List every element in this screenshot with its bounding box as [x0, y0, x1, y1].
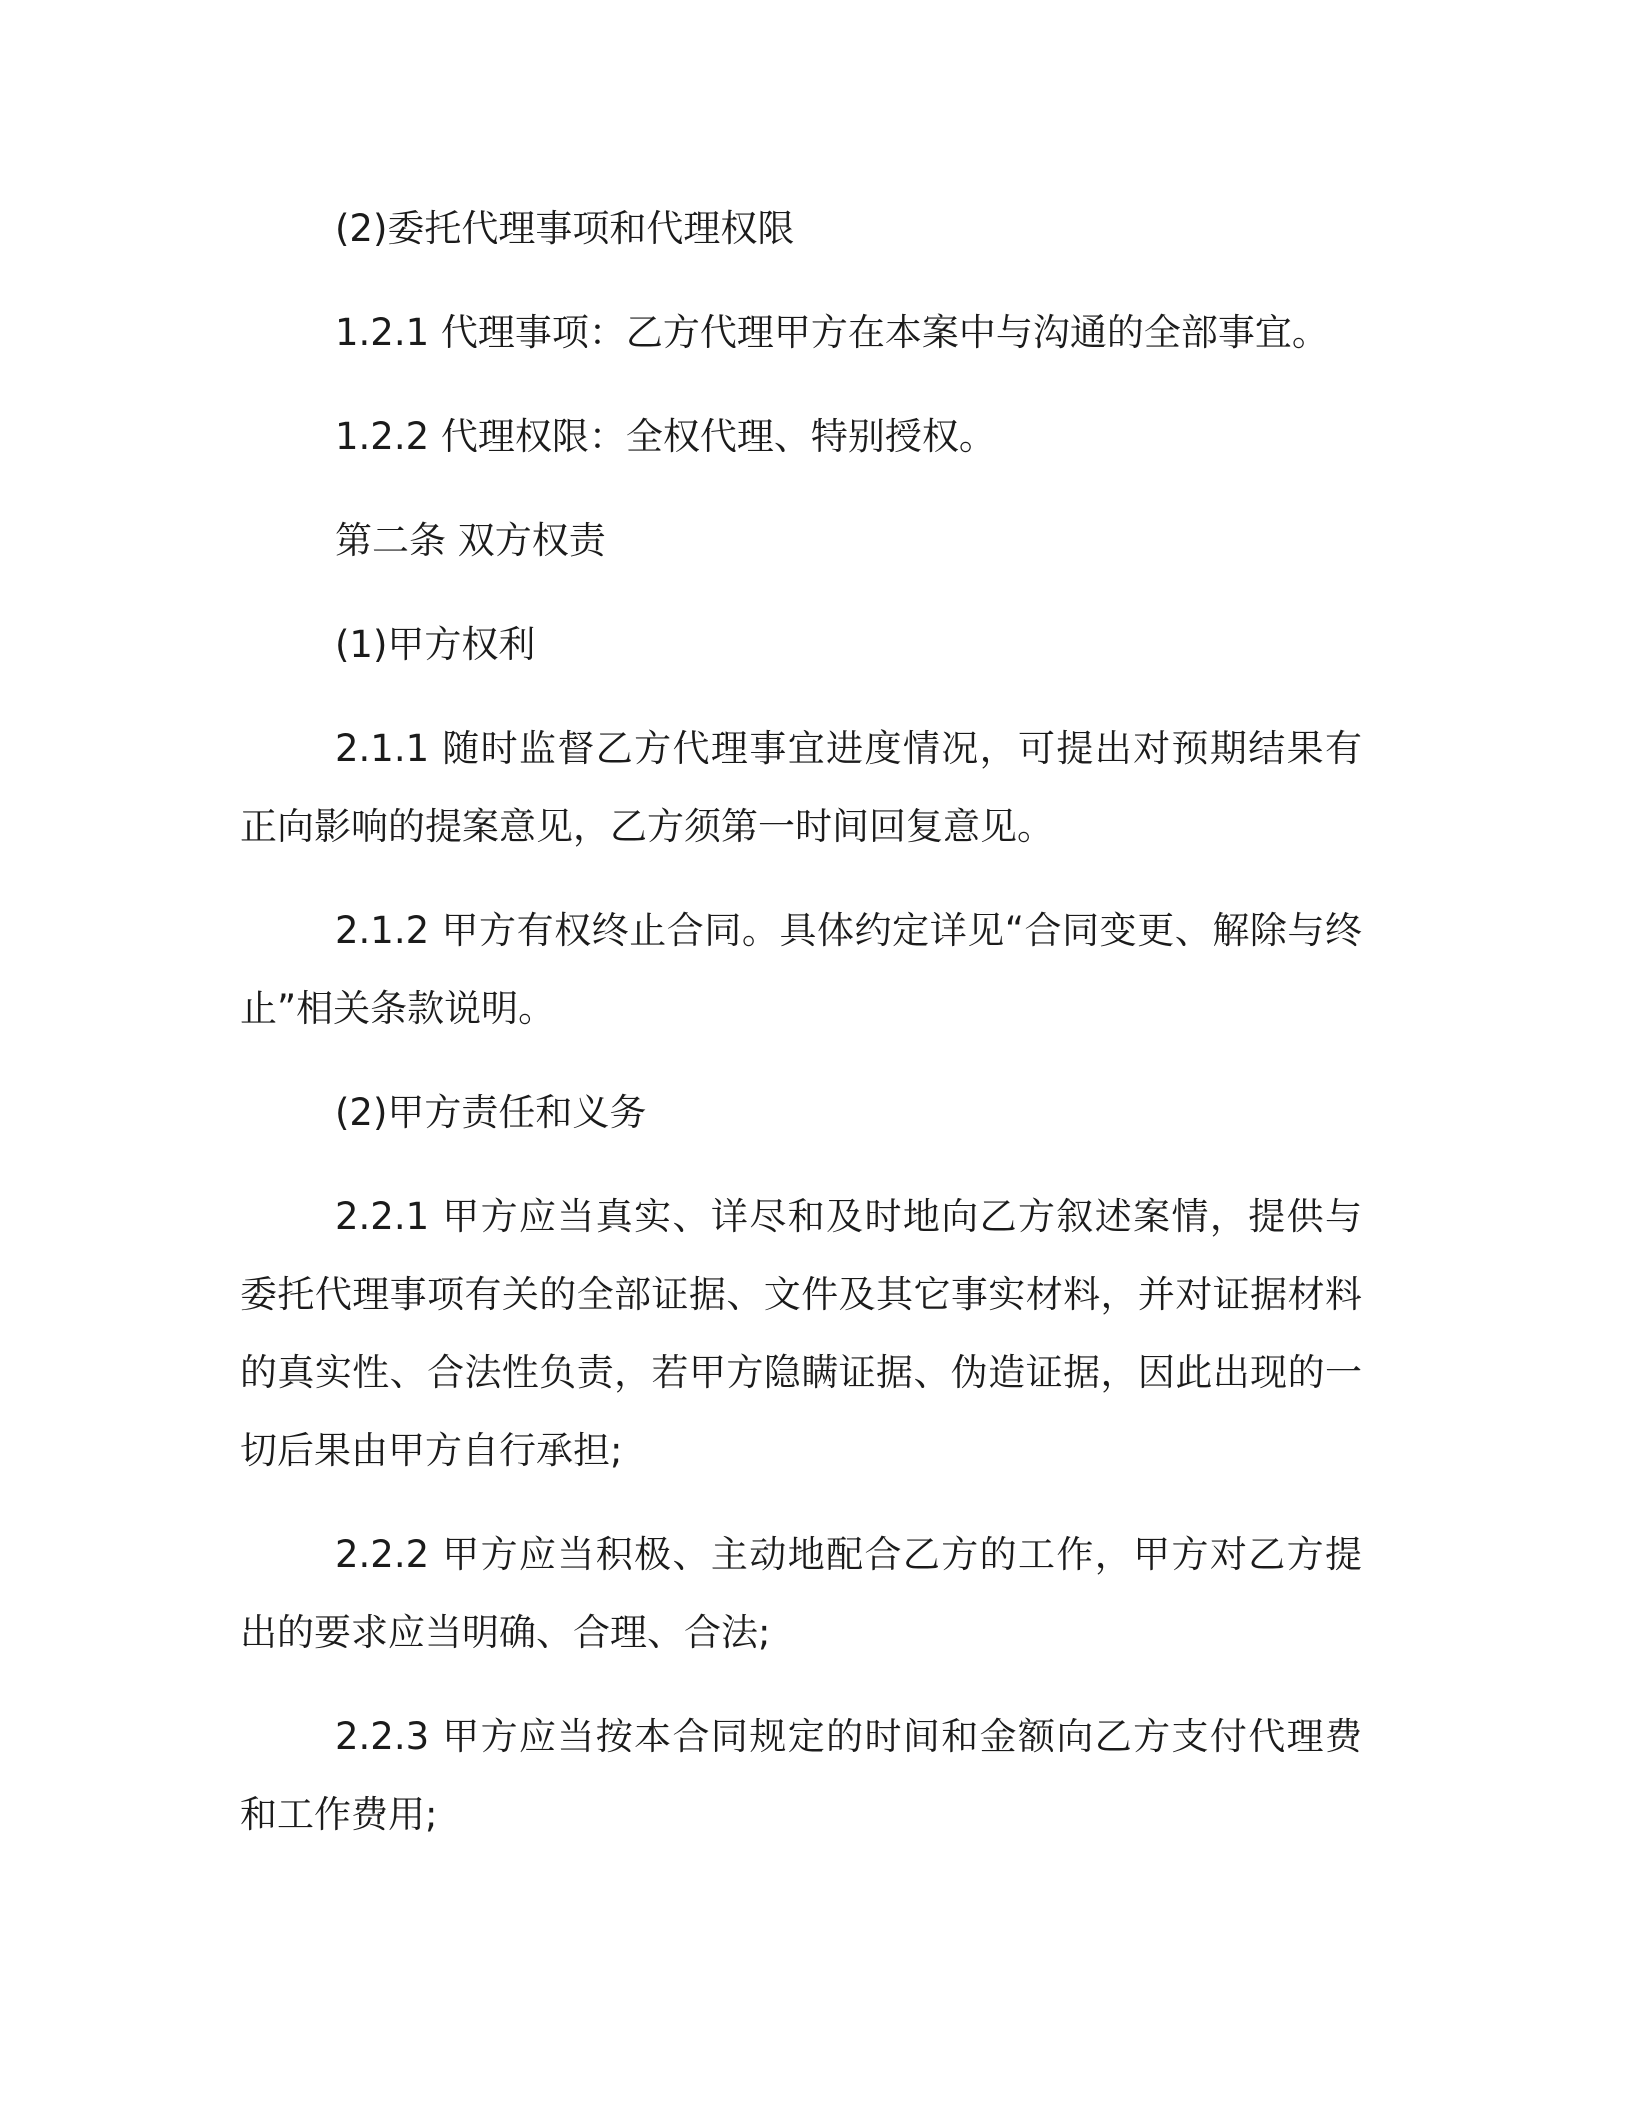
- clause-2-2-2: 2.2.2 甲方应当积极、主动地配合乙方的工作，甲方对乙方提出的要求应当明确、合理、合法;: [240, 1533, 1362, 1654]
- clause-1-2-1: 1.2.1 代理事项：乙方代理甲方在本案中与沟通的全部事宜。: [335, 311, 1329, 354]
- clause-1-2-2: 1.2.2 代理权限：全权代理、特别授权。: [335, 415, 996, 458]
- subheading-party-a-duties: (2)甲方责任和义务: [335, 1091, 647, 1134]
- clause-2-1-2: 2.1.2 甲方有权终止合同。具体约定详见“合同变更、解除与终止”相关条款说明。: [240, 909, 1362, 1030]
- clause-2-2-1: 2.2.1 甲方应当真实、详尽和及时地向乙方叙述案情，提供与委托代理事项有关的全部证据、文件及其它事实材料，并对证据材料的真实性、合法性负责，若甲方隐瞒证据、伪造证据，因此出现的一切后果由甲方自行承担;: [240, 1195, 1362, 1472]
- document-body: [240, 190, 1362, 1880]
- clause-2-1-1: 2.1.1 随时监督乙方代理事宜进度情况，可提出对预期结果有正向影响的提案意见，乙方须第一时间回复意见。: [240, 727, 1362, 848]
- clause-2-2-3: 2.2.3 甲方应当按本合同规定的时间和金额向乙方支付代理费和工作费用;: [240, 1715, 1362, 1836]
- subheading-party-a-rights: (1)甲方权利: [335, 623, 536, 666]
- subheading-entrusted-matters: (2)委托代理事项和代理权限: [335, 207, 795, 250]
- article-2-heading: 第二条 双方权责: [335, 519, 606, 562]
